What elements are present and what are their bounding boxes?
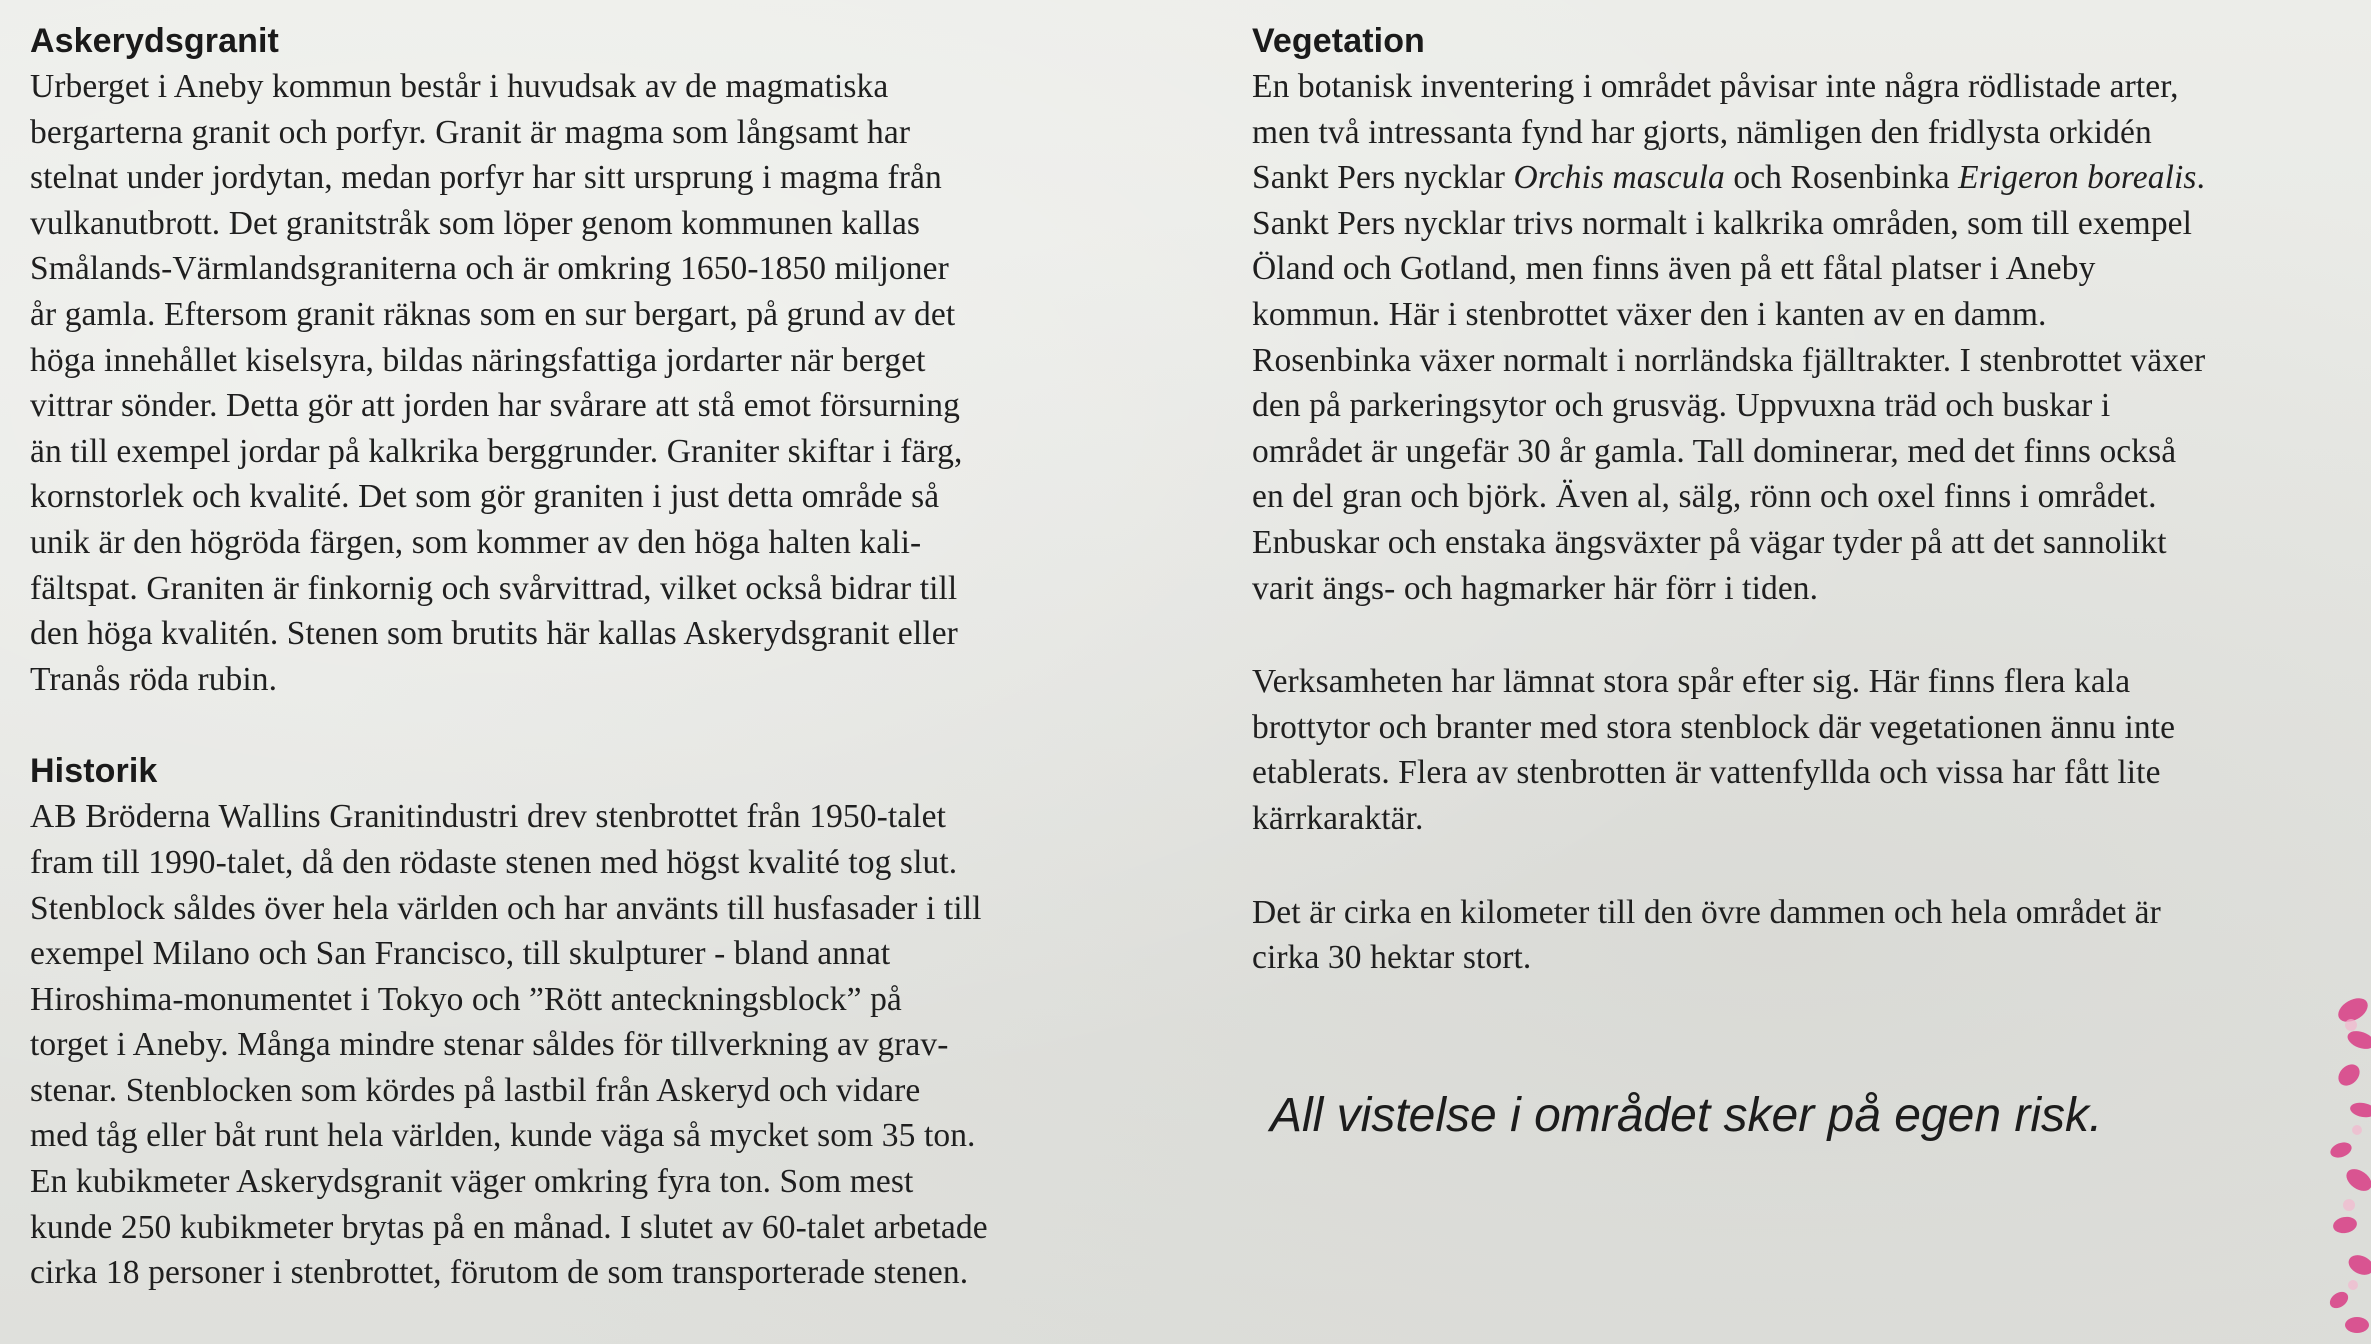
text-line: Rosenbinka växer normalt i norrländska fjälltrakter. I stenbrottet växer [1252,341,2206,379]
flower-illustration [2301,980,2371,1344]
species-name: Erigeron borealis [1958,159,2197,197]
vegetation-text [1252,64,2352,611]
text-line: Enbuskar och enstaka ängsväxter på vägar tyder på att det sannolikt [1252,523,2167,561]
text-line: Det är cirka en kilometer till den övre dammen och hela området är [1252,893,2161,931]
text-line: höga innehållet kiselsyra, bildas näringsfattiga jordarter när berget [30,341,926,379]
text-line: stelnat under jordytan, medan porfyr har sitt ursprung i magma från [30,159,942,197]
text-line: Hiroshima-monumentet i Tokyo och ”Rött anteckningsblock” på [30,980,902,1018]
paragraph-gap [1252,842,2352,890]
text-fragment: . [2196,159,2205,197]
text-line: Stenblock såldes över hela världen och har använts till husfasader i till [30,889,982,927]
text-fragment: Sankt Pers nycklar [1252,159,1514,197]
paragraph-gap [1252,611,2352,659]
heading-vegetation: Vegetation [1252,22,1425,60]
text-line-species [1252,155,2352,201]
text-line: Sankt Pers nycklar trivs normalt i kalkrika områden, som till exempel [1252,204,2193,242]
risk-warning: All vistelse i området sker på egen risk. [1270,1089,2103,1142]
text-line: AB Bröderna Wallins Granitindustri drev stenbrottet från 1950-talet [30,798,947,836]
text-line: området är ungefär 30 år gamla. Tall dominerar, med det finns också [1252,432,2177,470]
text-line: Öland och Gotland, men finns även på ett fåtal platser i Aneby [1252,250,2096,288]
text-line: kärrkaraktär. [1252,799,1424,837]
askerydsgranit-text [30,64,1220,702]
right-column [1252,18,2352,981]
text-line: kommun. Här i stenbrottet växer den i kanten av en damm. [1252,295,2047,333]
text-line: år gamla. Eftersom granit räknas som en sur bergart, på grund av det [30,295,956,333]
text-line: unik är den högröda färgen, som kommer av den höga halten kali- [30,523,922,561]
text-line: En kubikmeter Askerydsgranit väger omkring fyra ton. Som mest [30,1163,914,1201]
text-line: fram till 1990-talet, då den rödaste stenen med högst kvalité tog slut. [30,843,958,881]
text-line: cirka 30 hektar stort. [1252,939,1532,977]
text-line: den höga kvalitén. Stenen som brutits här kallas Askerydsgranit eller [30,615,958,653]
text-line: med tåg eller båt runt hela världen, kunde väga så mycket som 35 ton. [30,1117,976,1155]
heading-askerydsgranit: Askerydsgranit [30,22,279,60]
text-line: Smålands-Värmlandsgraniterna och är omkring 1650-1850 miljoner [30,250,949,288]
text-line: torget i Aneby. Många mindre stenar såldes för tillverkning av grav- [30,1026,949,1064]
section-gap [30,702,1220,748]
left-column [30,18,1220,1296]
text-line: än till exempel jordar på kalkrika berggrunder. Graniter skiftar i färg, [30,432,963,470]
text-line: varit ängs- och hagmarker här förr i tiden. [1252,569,1819,607]
vegetation-paragraph-3 [1252,890,2352,981]
text-line: cirka 18 personer i stenbrottet, förutom de som transporterade stenen. [30,1254,969,1292]
text-line: brottytor och branter med stora stenblock där vegetationen ännu inte [1252,708,2176,746]
text-line: etablerats. Flera av stenbrotten är vattenfyllda och vissa har fått lite [1252,754,2161,792]
text-line: bergarterna granit och porfyr. Granit är magma som långsamt har [30,113,911,151]
text-line: Verksamheten har lämnat stora spår efter sig. Här finns flera kala [1252,663,2131,701]
text-line: Tranås röda rubin. [30,660,278,698]
text-line: den på parkeringsytor och grusväg. Uppvuxna träd och buskar i [1252,387,2111,425]
text-line: vulkanutbrott. Det granitstråk som löper genom kommunen kallas [30,204,921,242]
text-line: fältspat. Graniten är finkornig och svårvittrad, vilket också bidrar till [30,569,958,607]
text-line: kornstorlek och kvalité. Det som gör graniten i just detta område så [30,478,940,516]
text-line: stenar. Stenblocken som kördes på lastbil från Askeryd och vidare [30,1071,921,1109]
species-name: Orchis mascula [1513,159,1725,197]
text-line: kunde 250 kubikmeter brytas på en månad. I slutet av 60-talet arbetade [30,1208,988,1246]
text-line: exempel Milano och San Francisco, till skulpturer - bland annat [30,935,891,973]
vegetation-paragraph-2 [1252,659,2352,841]
text-line: En botanisk inventering i området påvisar inte några rödlistade arter, [1252,68,2179,105]
historik-text [30,794,1220,1296]
text-line: vittrar sönder. Detta gör att jorden har svårare att stå emot försurning [30,387,961,425]
text-line: men två intressanta fynd har gjorts, nämligen den fridlysta orkidén [1252,113,2152,151]
text-line: en del gran och björk. Även al, sälg, rönn och oxel finns i området. [1252,478,2157,516]
heading-historik: Historik [30,752,158,791]
text-fragment: och Rosenbinka [1724,159,1959,197]
text-line: Urberget i Aneby kommun består i huvudsak av de magmatiska [30,68,889,105]
